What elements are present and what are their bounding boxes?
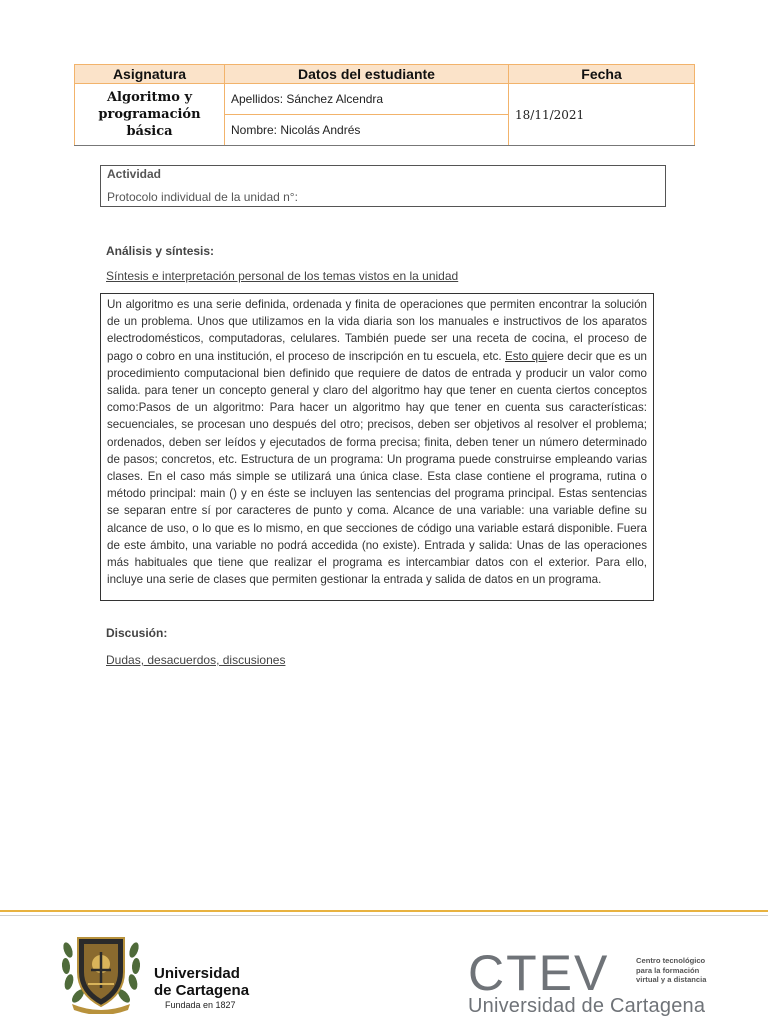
subject-cell [75, 84, 225, 146]
analysis-text-underlined: Esto qui [505, 349, 548, 363]
header-col-student: Datos del estudiante [225, 65, 509, 84]
analysis-title: Análisis y síntesis: [106, 244, 215, 258]
discussion-title: Discusión: [106, 626, 168, 640]
analysis-subtitle: Síntesis e interpretación personal de los temas vistos en la unidad [106, 269, 459, 283]
student-surnames: Apellidos: Sánchez Alcendra [225, 84, 509, 115]
ctev-tagline-line-1: Centro tecnológico [636, 956, 706, 965]
student-name: Nombre: Nicolás Andrés [225, 115, 509, 146]
ctev-logo-text: CTEV [468, 945, 610, 1001]
analysis-text-part-2: ere decir que es un procedimiento computacional bien definido que requiere de datos de entrada y producir un valor como salida. para tener un concepto general y claro del algoritmo hay que tener en cuenta ciertos conceptos como:Pasos de un algoritmo: Para hacer un algoritmo hay que tener en cuenta sus características: secuenciales, se procesan uno después del otro; precisos, deben ser objetivos al resolver el problema; ordenados, deben ser leídos y ejecutados de forma precisa; finita, deben tener un número determinado de pasos; concretos, etc. Estructura de un programa: Un programa puede construirse empleando varias clases. En el caso más simple se utilizará una única clase. Esta clase contiene el programa, rutina o método principal: main () y en éste se incluyen las sentencias del programa principal. Estas sentencias se separan entre sí por caracteres de punto y coma. Alcance de una variable: una variable define su alcance de uso, o lo que es lo mismo, en que secciones de código una variable estará disponible. Fuera de este ámbito, una variable no podrá accedida (no existe). Entrada y salida: Unas de las operaciones más habituales que tiene que realizar el programa es intercambiar datos con el exterior. Para ello, incluye una serie de clases que permiten gestionar la entrada y salida de datos en un programa. [107, 349, 647, 587]
header-col-date: Fecha [509, 65, 695, 84]
header-col-subject: Asignatura [75, 65, 225, 84]
activity-box [100, 165, 666, 207]
university-crest-icon [58, 928, 144, 1014]
subject-line-1: Algoritmo y [106, 90, 193, 105]
analysis-text-part-1: Un algoritmo es una serie definida, ordenada y finita de operaciones que permiten encontrar la solución de un problema. Unos que utilizamos en la vida diaria son los manuales e instructivos de los aparatos electrodomésticos, computadoras, celulares. También puede ser una receta de cocina, el proceso de pago o cobro en una institución, el proceso de inscripción en tu escuela, etc. [107, 298, 647, 363]
university-name-line-2: de Cartagena [154, 982, 250, 999]
ctev-logo [468, 945, 707, 1018]
university-name-line-1: Universidad [154, 965, 240, 982]
ctev-tagline-line-3: virtual y a distancia [636, 975, 707, 984]
activity-title: Actividad [107, 167, 162, 181]
footer-rule-gray [0, 915, 768, 916]
header-table [74, 64, 695, 146]
discussion-subtitle: Dudas, desacuerdos, discusiones [106, 653, 286, 667]
ctev-tagline [636, 956, 726, 985]
ctev-tagline-line-2: para la formación [636, 965, 700, 975]
date-cell: 18/11/2021 [509, 84, 695, 146]
university-founded: Fundada en 1827 [165, 1000, 236, 1010]
university-name [154, 965, 249, 999]
subject-line-2: programación básica [98, 107, 201, 139]
footer-rule-gold [0, 910, 768, 912]
activity-text: Protocolo individual de la unidad n°: [107, 190, 298, 204]
ctev-university-name: Universidad de Cartagena [468, 995, 706, 1017]
analysis-text-box [100, 293, 654, 601]
